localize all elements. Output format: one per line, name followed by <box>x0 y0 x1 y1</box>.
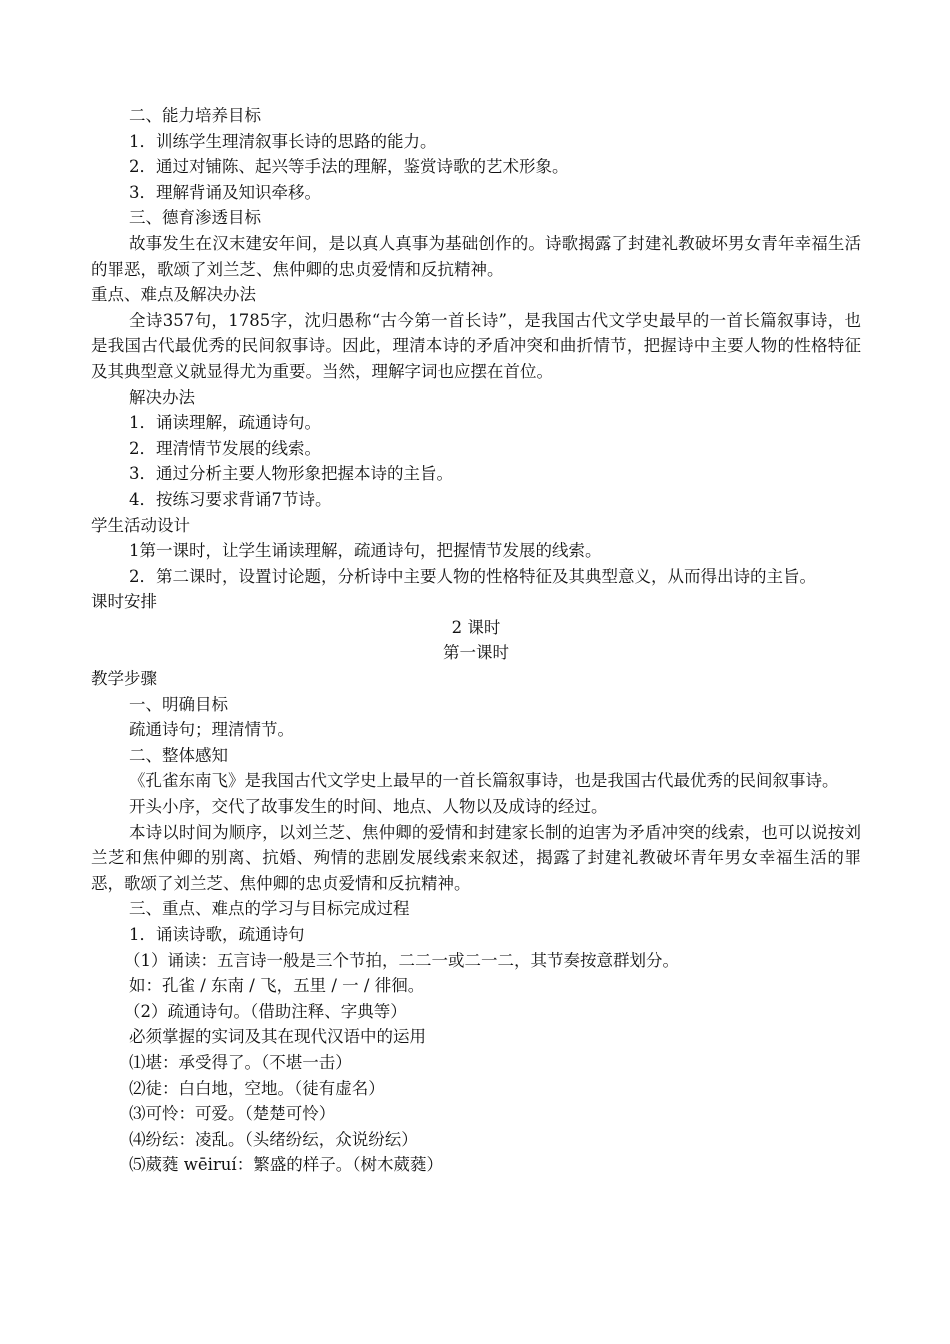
step-heading: 三、重点、难点的学习与目标完成过程 <box>129 899 410 919</box>
substep-text: （2）疏通诗句。（借助注释、字典等） <box>124 1001 407 1021</box>
list-item: 3．通过分析主要人物形象把握本诗的主旨。 <box>129 464 453 484</box>
step-heading: 二、整体感知 <box>129 745 228 765</box>
example-text: 如：孔雀 / 东南 / 飞，五里 / 一 / 徘徊。 <box>129 976 425 996</box>
list-item: 1．训练学生理清叙事长诗的思路的能力。 <box>129 131 437 151</box>
lesson-title: 第一课时 <box>443 643 509 663</box>
schedule-hours: 2 课时 <box>451 617 501 637</box>
heading-schedule: 课时安排 <box>91 592 157 612</box>
vocab-item: ⑵徒：白白地，空地。（徒有虚名） <box>129 1078 385 1098</box>
heading-teaching-steps: 教学步骤 <box>91 669 157 689</box>
paragraph: 故事发生在汉末建安年间，是以真人真事为基础创作的。诗歌揭露了封建礼教破坏男女青年幸福生活的罪恶，歌颂了刘兰芝、焦仲卿的忠贞爱情和反抗精神。 <box>91 233 861 279</box>
vocab-item: ⑶可怜：可爱。（楚楚可怜） <box>129 1104 336 1124</box>
step-text: 开头小序，交代了故事发生的时间、地点、人物以及成诗的经过。 <box>129 797 608 817</box>
list-item: 1第一课时，让学生诵读理解，疏通诗句，把握情节发展的线索。 <box>129 541 602 561</box>
list-item: 1．诵读理解，疏通诗句。 <box>129 413 321 433</box>
step-text: 疏通诗句；理清情节。 <box>129 720 294 740</box>
paragraph: 2．第二课时，设置讨论题，分析诗中主要人物的性格特征及其典型意义，从而得出诗的主旨。 <box>129 566 816 586</box>
list-item: 4．按练习要求背诵7节诗。 <box>129 489 332 509</box>
subheading-solutions: 解决办法 <box>129 387 195 407</box>
step-heading: 一、明确目标 <box>129 694 228 714</box>
list-item: 3．理解背诵及知识牵移。 <box>129 182 321 202</box>
heading-moral-goals: 三、德育渗透目标 <box>129 208 261 228</box>
substep-heading: 1．诵读诗歌，疏通诗句 <box>129 925 305 944</box>
vocab-item: ⑷纷纭：凌乱。（头绪纷纭，众说纷纭） <box>129 1129 418 1149</box>
vocab-item: ⑸葳蕤 wēiruí：繁盛的样子。（树木葳蕤） <box>129 1155 443 1175</box>
paragraph: 全诗357句，1785字，沈归愚称“古今第一首长诗”，是我国古代文学史最早的一首长篇叙事诗，也是我国古代最优秀的民间叙事诗。因此，理清本诗的矛盾冲突和曲折情节，把握诗中主要人物的性格特征及其典型意义就显得尤为重要。当然，理解字词也应摆在首位。 <box>91 310 861 381</box>
substep-text: （1）诵读：五言诗一般是三个节拍，二二一或二一二，其节奏按意群划分。 <box>124 950 679 970</box>
vocab-item: ⑴堪：承受得了。（不堪一击） <box>129 1052 352 1072</box>
document-page <box>91 103 861 1178</box>
heading-key-points: 重点、难点及解决办法 <box>91 285 256 305</box>
paragraph: 本诗以时间为顺序，以刘兰芝、焦仲卿的爱情和封建家长制的迫害为矛盾冲突的线索，也可以说按刘兰芝和焦仲卿的别离、抗婚、殉情的悲剧发展线索来叙述，揭露了封建礼教破坏青年男女幸福生活的罪恶，歌颂了刘兰芝、焦仲卿的忠贞爱情和反抗精神。 <box>91 822 861 893</box>
heading-student-activities: 学生活动设计 <box>91 515 190 535</box>
heading-ability-goals: 二、能力培养目标 <box>129 106 261 125</box>
vocab-heading: 必须掌握的实词及其在现代汉语中的运用 <box>129 1027 426 1047</box>
list-item: 2．通过对铺陈、起兴等手法的理解，鉴赏诗歌的艺术形象。 <box>129 157 569 177</box>
list-item: 2．理清情节发展的线索。 <box>129 438 321 458</box>
paragraph: 《孔雀东南飞》是我国古代文学史上最早的一首长篇叙事诗，也是我国古代最优秀的民间叙事诗。 <box>129 771 839 791</box>
